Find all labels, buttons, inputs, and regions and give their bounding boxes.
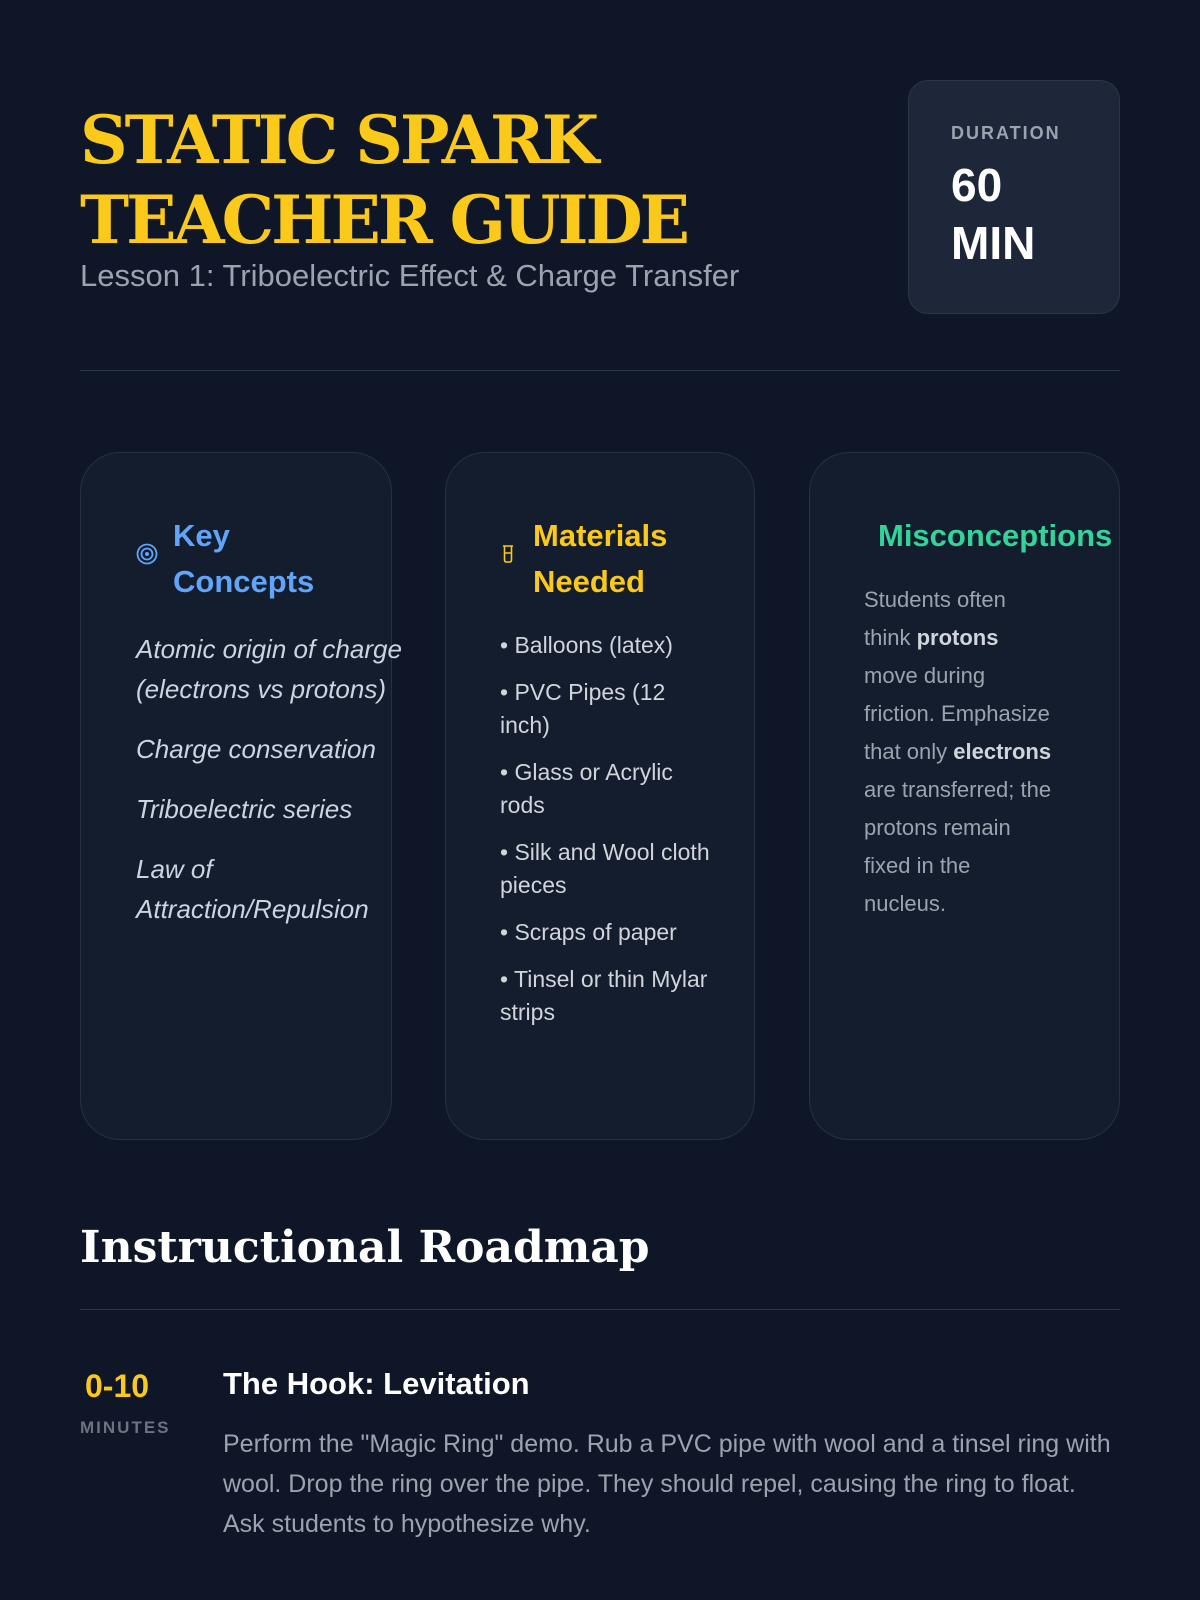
step-time: 0-10 (85, 1368, 150, 1404)
key-concepts-card (80, 452, 402, 1140)
misconception-text (864, 581, 1054, 923)
step-time-unit: MINUTES (80, 1418, 171, 1437)
materials-list (500, 629, 715, 1043)
emphasis-electrons: electrons (953, 739, 1052, 764)
step-title: The Hook: Levitation (223, 1366, 530, 1401)
duration-value: 60 MIN (951, 159, 1036, 269)
list-item: • Glass or Acrylic rods (500, 759, 673, 818)
page-title (80, 100, 687, 260)
misconceptions-title: Misconceptions (878, 518, 1113, 553)
list-item: • Tinsel or thin Mylar strips (500, 966, 708, 1025)
misconception-text-part: move during friction. Emphasize that only (864, 663, 1050, 764)
list-item: Law of Attraction/Repulsion (136, 854, 369, 924)
emphasis-protons: protons (916, 625, 999, 650)
list-item: Atomic origin of charge (electrons vs protons) (136, 634, 402, 704)
roadmap-divider (80, 1309, 1120, 1310)
misconceptions-card (809, 452, 1120, 1140)
target-icon (136, 543, 158, 565)
materials-title: Materials Needed (533, 518, 668, 599)
roadmap-title: Instructional Roadmap (80, 1222, 650, 1273)
title-line-2: TEACHER GUIDE (80, 181, 687, 259)
duration-badge (908, 80, 1120, 314)
title-line-1: STATIC SPARK (80, 101, 597, 179)
misconception-text-part: Students often think (864, 587, 1006, 650)
header-divider (80, 370, 1120, 371)
key-concepts-list (136, 629, 406, 949)
list-item: • Balloons (latex) (500, 632, 673, 658)
list-item: • PVC Pipes (12 inch) (500, 679, 666, 738)
info-cards (80, 452, 1120, 1142)
key-concepts-title: Key Concepts (173, 518, 315, 599)
list-item: Triboelectric series (136, 794, 353, 824)
misconception-text-part: are transferred; the protons remain fixed in the nucleus. (864, 777, 1052, 916)
duration-label: DURATION (951, 123, 1061, 143)
materials-card (445, 452, 755, 1140)
list-item: • Silk and Wool cloth pieces (500, 839, 710, 898)
step-description: Perform the "Magic Ring" demo. Rub a PVC pipe with wool and a tinsel ring with wool. Drop the ring over the pipe. They should repel, causing the ring to float. Ask students to hypothesize why. (223, 1430, 1111, 1538)
beaker-icon (501, 545, 515, 563)
list-item: • Scraps of paper (500, 919, 677, 945)
page-header (80, 80, 1120, 320)
lesson-subtitle: Lesson 1: Triboelectric Effect & Charge Transfer (80, 258, 740, 293)
list-item: Charge conservation (136, 734, 376, 764)
